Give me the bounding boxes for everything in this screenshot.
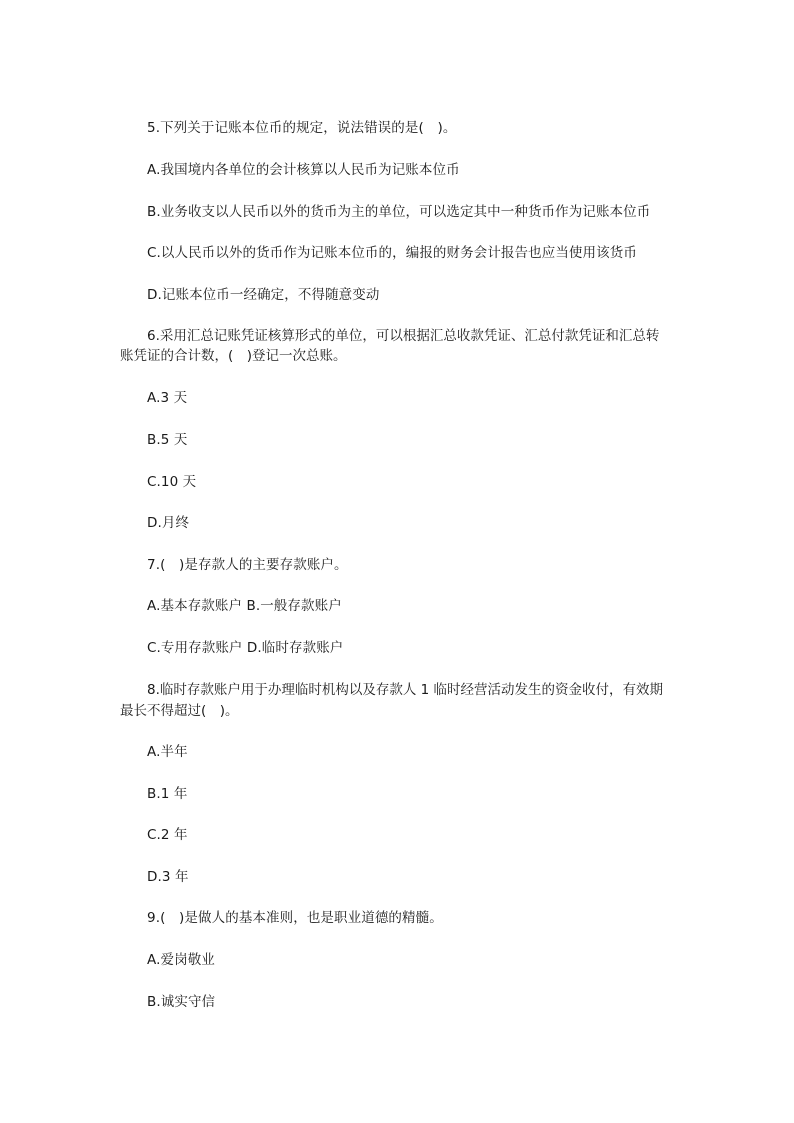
question-5-option-d: D.记账本位币一经确定，不得随意变动 [147, 287, 380, 303]
question-7-options-ab: A.基本存款账户 B.一般存款账户 [147, 598, 342, 614]
question-5-option-b: B.业务收支以人民币以外的货币为主的单位，可以选定其中一种货币作为记账本位币 [147, 204, 651, 220]
question-7-stem: 7.( )是存款人的主要存款账户。 [147, 557, 348, 573]
question-6-stem-line-1: 6.采用汇总记账凭证核算形式的单位，可以根据汇总收款凭证、汇总付款凭证和汇总转 [147, 328, 660, 344]
question-7-options-cd: C.专用存款账户 D.临时存款账户 [147, 640, 344, 656]
question-8-stem-line-1: 8.临时存款账户用于办理临时机构以及存款人 1 临时经营活动发生的资金收付，有效期 [147, 682, 664, 698]
question-6-stem-line-2: 账凭证的合计数，( )登记一次总账。 [120, 348, 347, 364]
question-6-option-d: D.月终 [147, 515, 190, 531]
question-8-stem-line-2: 最长不得超过( )。 [120, 703, 239, 719]
question-5-option-a: A.我国境内各单位的会计核算以人民币为记账本位币 [147, 162, 460, 178]
question-5-option-c: C.以人民币以外的货币作为记账本位币的，编报的财务会计报告也应当使用该货币 [147, 245, 637, 261]
question-9-option-a: A.爱岗敬业 [147, 952, 215, 968]
question-6-option-a: A.3 天 [147, 390, 188, 406]
question-5-stem: 5.下列关于记账本位币的规定，说法错误的是( )。 [147, 120, 457, 136]
question-8-option-b: B.1 年 [147, 786, 188, 802]
question-9-option-b: B.诚实守信 [147, 994, 216, 1010]
question-8-option-d: D.3 年 [147, 869, 189, 885]
question-8-option-c: C.2 年 [147, 827, 188, 843]
question-6-option-c: C.10 天 [147, 474, 197, 490]
question-9-stem: 9.( )是做人的基本准则，也是职业道德的精髓。 [147, 910, 443, 926]
question-6-option-b: B.5 天 [147, 432, 188, 448]
question-8-option-a: A.半年 [147, 744, 188, 760]
